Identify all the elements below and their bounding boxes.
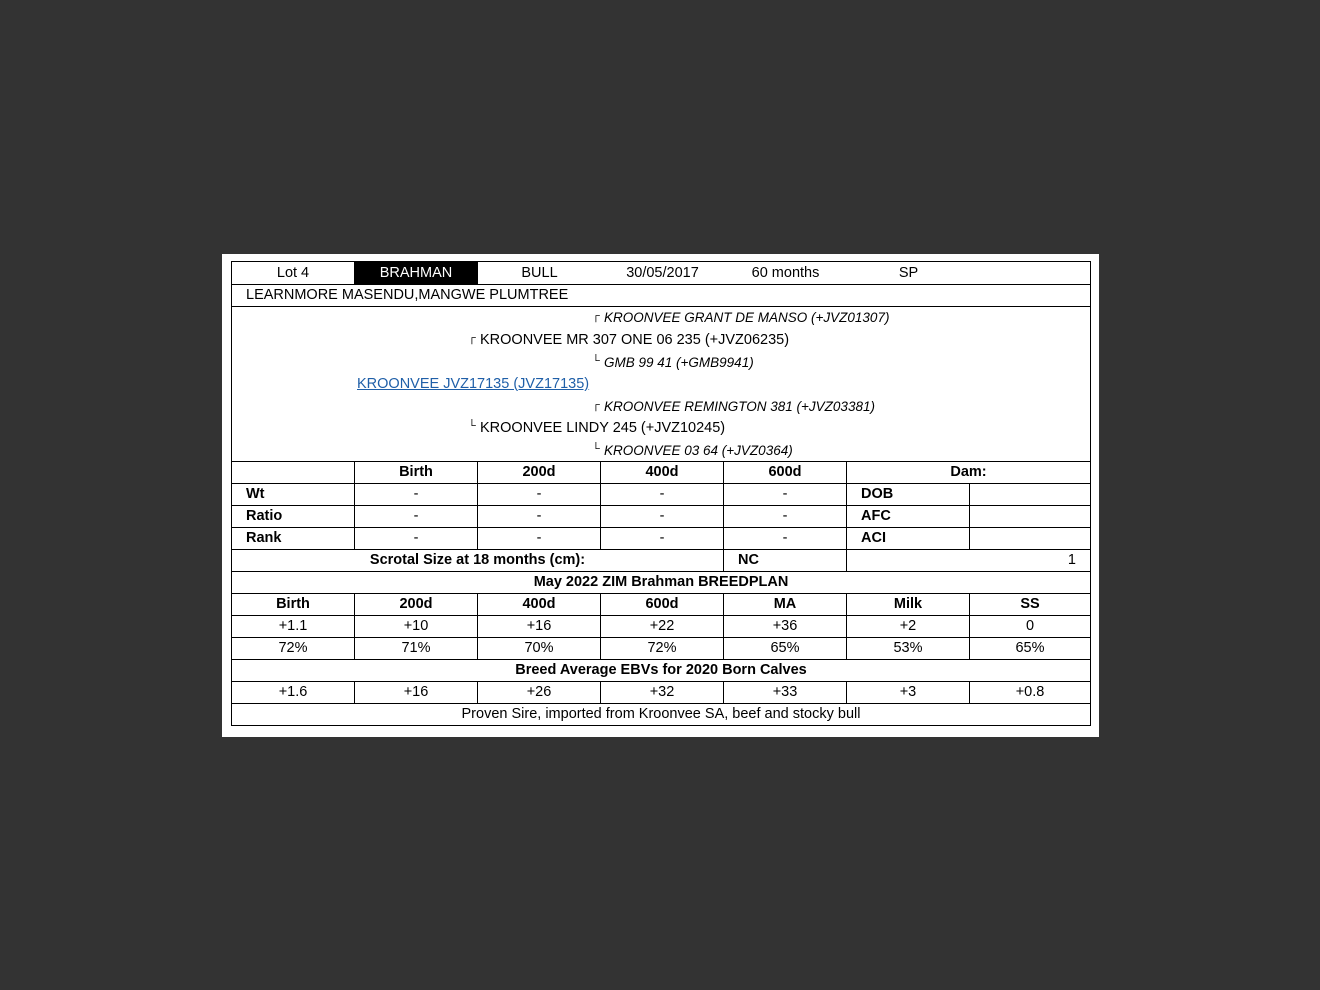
owner-name: LEARNMORE MASENDU,MANGWE PLUMTREE (246, 287, 569, 303)
pedigree (232, 307, 1090, 462)
weight-value: - (601, 484, 724, 505)
bracket-top-icon: ┌ (592, 310, 600, 322)
pedigree-sire-dam: └ GMB 99 41 (+GMB9941) (592, 355, 754, 370)
ebv-col-header: 600d (601, 594, 724, 615)
breedplan-title: May 2022 ZIM Brahman BREEDPLAN (533, 574, 789, 590)
comment-text: Proven Sire, imported from Kroonvee SA, beef and stocky bull (461, 706, 861, 722)
breed-average-title-row (232, 660, 1090, 682)
weight-value: - (355, 506, 478, 527)
weights-col-header: 400d (601, 462, 724, 483)
ebv-col-header: 200d (355, 594, 478, 615)
sex-label: BULL (521, 265, 558, 281)
bracket-bottom-icon: └ (592, 443, 600, 455)
dam-value (970, 506, 1090, 527)
weights-header-row (232, 462, 1090, 484)
weight-value: - (355, 528, 478, 549)
breedplan-title-row (232, 572, 1090, 594)
accuracy-value: 53% (847, 638, 970, 659)
breed-average-title: Breed Average EBVs for 2020 Born Calves (515, 662, 807, 678)
ebv-value: +16 (478, 616, 601, 637)
pedigree-sire-sire: ┌ KROONVEE GRANT DE MANSO (+JVZ01307) (592, 310, 890, 325)
breed-average-row (232, 682, 1090, 704)
accuracy-value: 72% (232, 638, 355, 659)
nc-key: NC (724, 550, 847, 571)
weights-col-header: Birth (355, 462, 478, 483)
pedigree-sire: ┌ KROONVEE MR 307 ONE 06 235 (+JVZ06235) (468, 332, 790, 348)
dam-key: AFC (847, 506, 970, 527)
weight-value: - (724, 484, 847, 505)
owner-row (232, 285, 1090, 307)
breed-average-value: +32 (601, 682, 724, 703)
accuracy-value: 71% (355, 638, 478, 659)
accuracy-row (232, 638, 1090, 660)
animal-link[interactable]: KROONVEE JVZ17135 (JVZ17135) (357, 376, 590, 392)
weights-row (232, 528, 1090, 550)
ebv-value: +36 (724, 616, 847, 637)
bracket-top-icon: ┌ (468, 332, 476, 344)
dam-value (970, 528, 1090, 549)
weight-value: - (478, 528, 601, 549)
bracket-bottom-icon: └ (468, 420, 476, 432)
nc-value: 1 (1067, 552, 1076, 568)
breedplan-header-row (232, 594, 1090, 616)
accuracy-value: 70% (478, 638, 601, 659)
weight-value: - (724, 528, 847, 549)
weight-value: - (724, 506, 847, 527)
ebv-col-header: Milk (847, 594, 970, 615)
ebv-value: +22 (601, 616, 724, 637)
bracket-bottom-icon: └ (592, 355, 600, 367)
weight-value: - (601, 506, 724, 527)
weight-value: - (478, 484, 601, 505)
weights-row (232, 506, 1090, 528)
lot-card (222, 254, 1099, 737)
accuracy-value: 65% (724, 638, 847, 659)
lot-number: Lot 4 (232, 262, 355, 284)
row-label: Wt (232, 484, 355, 505)
breed-average-value: +16 (355, 682, 478, 703)
weight-value: - (601, 528, 724, 549)
pedigree-dam-sire: ┌ KROONVEE REMINGTON 381 (+JVZ03381) (592, 399, 875, 414)
breed-average-value: +3 (847, 682, 970, 703)
row-label: Ratio (232, 506, 355, 527)
ebv-value: 0 (1025, 618, 1035, 634)
dam-label: Dam: (950, 464, 987, 480)
ebv-col-header: 400d (478, 594, 601, 615)
code-label: SP (898, 265, 919, 281)
accuracy-value: 65% (1015, 640, 1045, 656)
weight-value: - (355, 484, 478, 505)
dam-value (970, 484, 1090, 505)
scrotal-label: Scrotal Size at 18 months (cm): (232, 550, 724, 571)
breed-average-value: +0.8 (1015, 684, 1045, 700)
ebv-col-header: MA (724, 594, 847, 615)
row-label: Rank (232, 528, 355, 549)
breed-average-value: +26 (478, 682, 601, 703)
breed-average-value: +33 (724, 682, 847, 703)
dam-key: DOB (847, 484, 970, 505)
breed-average-value: +1.6 (232, 682, 355, 703)
ebv-value: +1.1 (232, 616, 355, 637)
weights-col-header: 200d (478, 462, 601, 483)
pedigree-dam-dam: └ KROONVEE 03 64 (+JVZ0364) (592, 443, 793, 458)
comment-row (232, 704, 1090, 725)
scrotal-row (232, 550, 1090, 572)
ebv-value: +10 (355, 616, 478, 637)
breed-label: BRAHMAN (355, 262, 478, 284)
weight-value: - (478, 506, 601, 527)
ebv-col-header: Birth (232, 594, 355, 615)
header-row (232, 262, 1090, 285)
bracket-top-icon: ┌ (592, 399, 600, 411)
ebv-row (232, 616, 1090, 638)
accuracy-value: 72% (601, 638, 724, 659)
ebv-col-header: SS (1020, 596, 1040, 612)
birth-date: 30/05/2017 (626, 265, 699, 281)
ebv-value: +2 (847, 616, 970, 637)
weights-corner (232, 462, 355, 483)
weights-row (232, 484, 1090, 506)
dam-key: ACI (847, 528, 970, 549)
lot-table (231, 261, 1091, 726)
pedigree-dam: └ KROONVEE LINDY 245 (+JVZ10245) (468, 420, 726, 436)
weights-col-header: 600d (724, 462, 847, 483)
age-label: 60 months (751, 265, 820, 281)
